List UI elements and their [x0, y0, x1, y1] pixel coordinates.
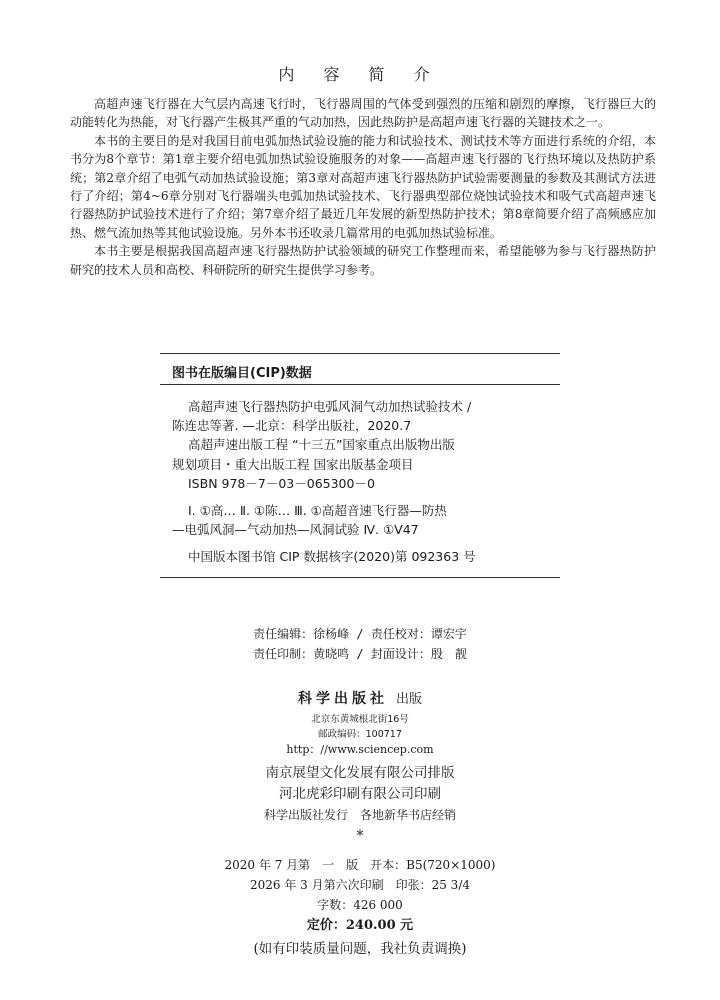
cip-line: 规划项目・重大出版工程 国家出版基金项目 — [172, 456, 414, 472]
publisher-logo: 科学出版社 — [297, 691, 388, 707]
intro-paragraph: 高超声速飞行器在大气层内高速飞行时，飞行器周围的气体受到强烈的压缩和剧烈的摩擦，飞行器巨大的动能转化为热能，对飞行器产生极其严重的气动加热，因此热防护是高超声速飞行器的关键技术之一。 — [70, 97, 656, 130]
credits-line: 责任印制：黄晓鸣 / 封面设计：殷 靓 — [253, 647, 467, 661]
cip-bottom-rule — [160, 577, 560, 578]
cip-block — [160, 353, 560, 578]
typeset-line: 南京展望文化发展有限公司排版 — [265, 765, 455, 781]
credits-line: 责任编辑：徐杨峰 / 责任校对：谭宏宇 — [253, 627, 467, 641]
distribution-line: 科学出版社发行 各地新华书店经销 — [263, 808, 456, 822]
cip-line: 高超声速飞行器热防护电弧风洞气动加热试验技术 / — [188, 399, 472, 414]
publisher-line — [0, 688, 720, 708]
cip-verification: 中国版本图书馆 CIP 数据核字(2020)第 092363 号 — [188, 549, 476, 565]
intro-text — [70, 95, 656, 279]
publisher-suffix: 出版 — [395, 692, 422, 707]
intro-paragraph: 本书的主要目的是对我国目前电弧加热试验设施的能力和试验技术、测试技术等方面进行系统的介绍，本书分为8个章节：第1章主要介绍电弧加热试验设施服务的对象——高超声速飞行器的飞行热环境以及热防护系统；第2章介绍了电弧气动加热试验设施；第3章对高超声速飞行器热防护试验需要测量的参数及其测试方法进行了介绍；第4~6章分别对飞行器端头电弧加热试验技术、飞行器典型部位烧蚀试验技术和吸气式高超声速飞行器热防护试验技术进行了介绍；第7章介绍了最近几年发展的新型热防护技术；第8章简要介绍了高频感应加热、燃气流加热等其他试验设施。另外本书还收录几篇常用的电弧加热试验标准。 — [70, 133, 656, 240]
separator-star: * — [356, 828, 364, 844]
quality-notice: (如有印装质量问题，我社负责调换) — [253, 941, 467, 957]
address-line: 北京东黄城根北街16号 — [311, 714, 409, 725]
cip-class-line: —电弧风洞—气动加热—风洞试验 Ⅳ. ①V47 — [172, 522, 419, 538]
edition-line: 2026 年 3 月第六次印刷 印张：25 3/4 — [249, 878, 470, 892]
cip-body — [160, 385, 560, 567]
publisher-address — [0, 712, 720, 742]
cip-heading: 图书在版编目(CIP)数据 — [172, 366, 312, 381]
price: 定价：240.00 元 — [306, 918, 414, 933]
edition-line: 字数：426 000 — [317, 898, 403, 912]
cip-line: 陈连忠等著. —北京：科学出版社，2020.7 — [172, 418, 412, 434]
isbn: ISBN 978－7－03－065300－0 — [188, 475, 375, 491]
printers — [0, 763, 720, 805]
edition-line: 2020 年 7 月第 一 版 开本：B5(720×1000) — [224, 858, 496, 872]
credits — [0, 624, 720, 664]
intro-title: 内 容 简 介 — [278, 65, 442, 84]
cip-class-line: Ⅰ. ①高… Ⅱ. ①陈… Ⅲ. ①高超音速飞行器—防热 — [188, 503, 447, 519]
edition-info — [0, 855, 720, 915]
printer-line: 河北虎彩印刷有限公司印刷 — [279, 786, 441, 802]
cip-line: 高超声速出版工程 “十三五”国家重点出版物出版 — [188, 437, 455, 453]
publisher-website: http：//www.sciencep.com — [286, 743, 434, 756]
intro-paragraph: 本书主要是根据我国高超声速飞行器热防护试验领域的研究工作整理而来，希望能够为参与飞行器热防护研究的技术人员和高校、科研院所的研究生提供学习参考。 — [70, 244, 656, 277]
postcode-line: 邮政编码：100717 — [318, 729, 402, 740]
